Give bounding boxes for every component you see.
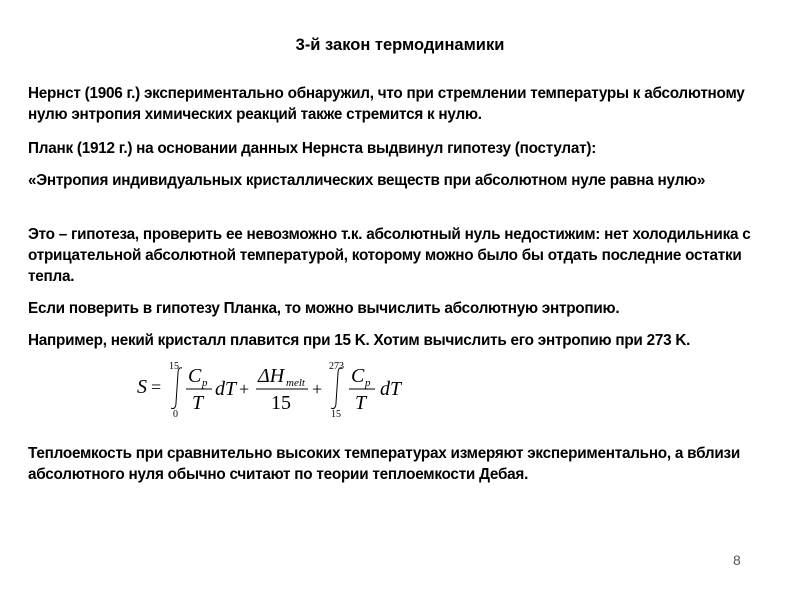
integral2-upper-limit: 273 xyxy=(329,361,344,372)
formula-dT-1: dT xyxy=(215,378,237,400)
formula-plus-1: + xyxy=(239,379,250,399)
fraction3-numerator: C xyxy=(351,365,365,387)
formula-equals: = xyxy=(151,377,162,397)
fraction1-numerator: C xyxy=(188,365,202,387)
formula-lhs: S xyxy=(137,376,147,398)
formula-plus-2: + xyxy=(312,379,323,399)
integral1-sign xyxy=(171,368,182,409)
formula-dT-2: dT xyxy=(380,378,402,400)
paragraph-example: Например, некий кристалл плавится при 15 K. Хотим вычислить его энтропию при 273 K. xyxy=(28,332,691,349)
fraction1-numerator-sub: p xyxy=(202,377,208,389)
paragraph-heat-capacity: Теплоемкость при сравнительно высоких температурах измеряют экспериментально, а вблизи абсолютного нуля обычно считают по теории теплоемкости Дебая. xyxy=(28,445,741,483)
paragraph-postulate: «Энтропия индивидуальных кристаллических веществ при абсолютном нуле равна нулю» xyxy=(28,172,706,189)
fraction1-denominator: T xyxy=(192,392,204,414)
integral1-upper-limit: 15 xyxy=(169,361,179,372)
integral2-sign xyxy=(331,368,342,409)
page-number: 8 xyxy=(733,552,741,568)
fraction3-numerator-sub: p xyxy=(365,377,371,389)
fraction3-denominator: T xyxy=(355,392,367,414)
integral2-lower-limit: 15 xyxy=(331,409,341,420)
paragraph-nernst: Нернст (1906 г.) экспериментально обнаружил, что при стремлении температуры к абсолютному нулю энтропия химических реакций также стремится к нулю. xyxy=(28,85,745,123)
delta-h-melt: ΔH xyxy=(258,365,285,387)
delta-h-melt-sub: melt xyxy=(286,377,305,389)
integral1-lower-limit: 0 xyxy=(173,409,178,420)
paragraph-hypothesis: Это – гипотеза, проверить ее невозможно т.к. абсолютный нуль недостижим: нет холодильника с отрицательной абсолютной температурой, которому можно было бы отдать последние остатки тепла. xyxy=(28,226,751,285)
fraction2-denominator: 15 xyxy=(271,392,291,414)
paragraph-absolute-entropy: Если поверить в гипотезу Планка, то можно вычислить абсолютную энтропию. xyxy=(28,300,620,317)
slide-title: 3-й закон термодинамики xyxy=(295,36,505,54)
entropy-formula xyxy=(135,360,420,420)
paragraph-planck: Планк (1912 г.) на основании данных Нернста выдвинул гипотезу (постулат): xyxy=(28,140,597,157)
